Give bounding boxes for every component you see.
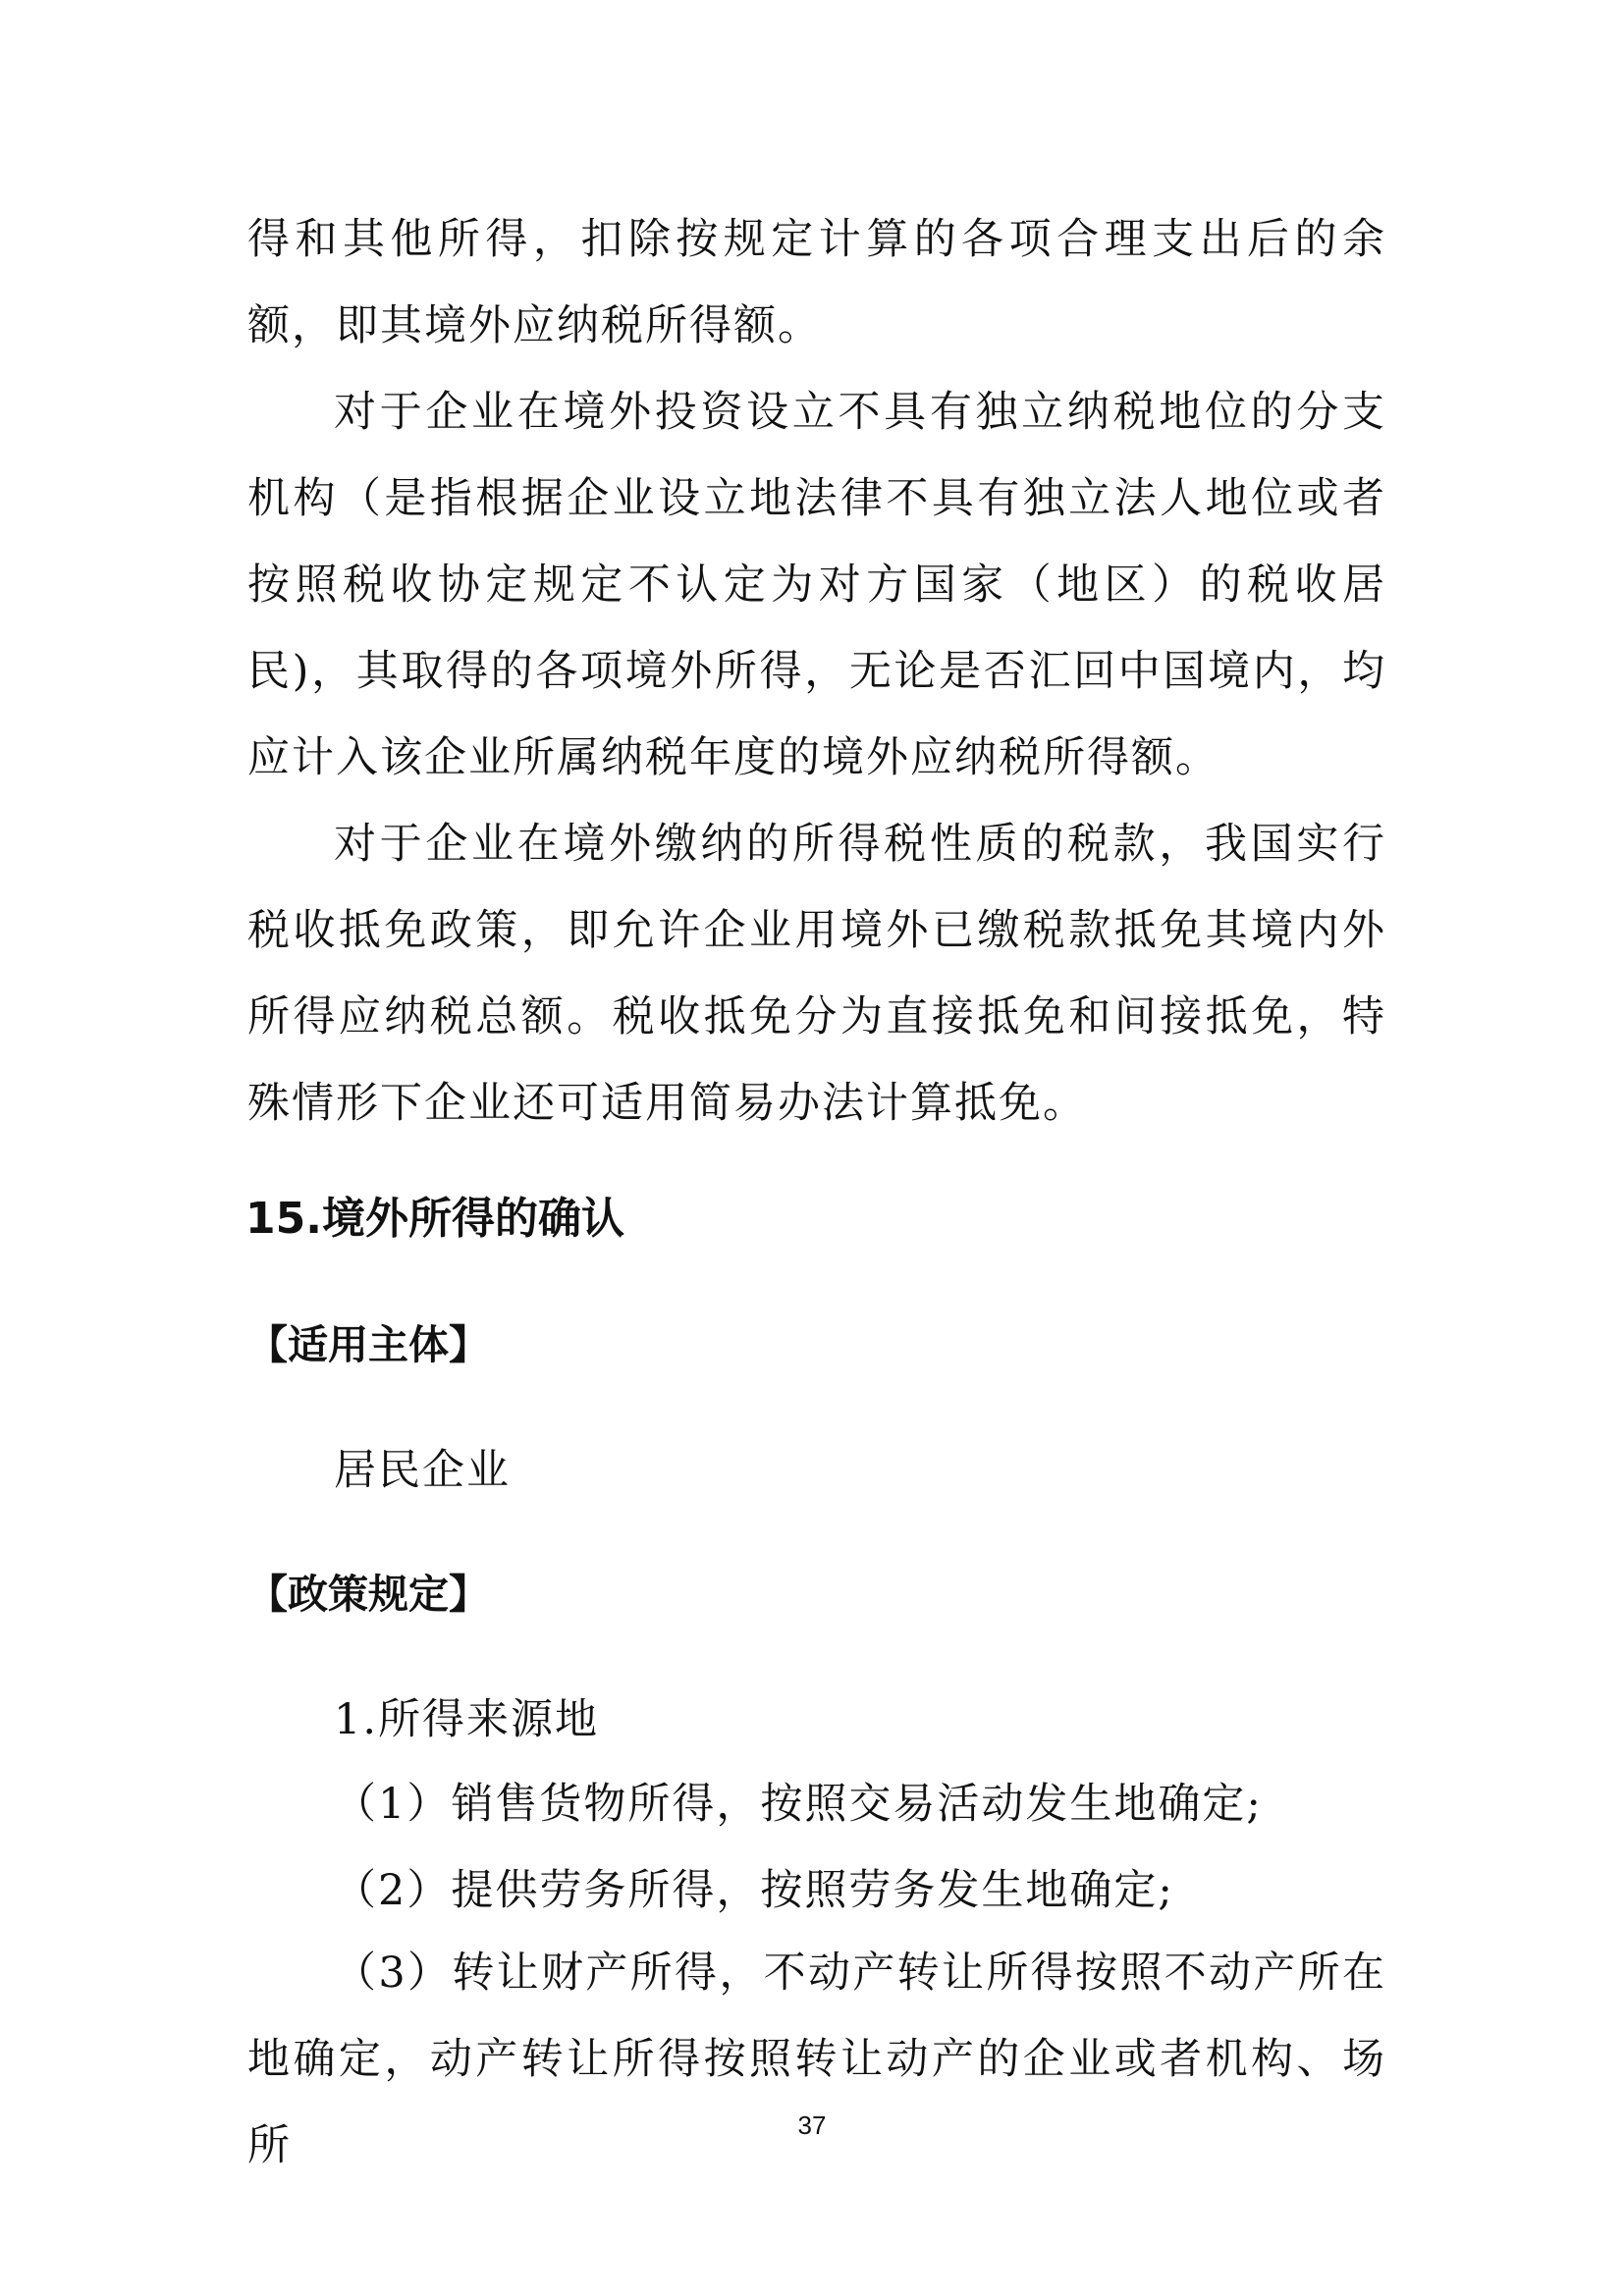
applicable-subject-label: 【适用主体】: [247, 1321, 489, 1368]
paragraph-tax-credit: 对于企业在境外缴纳的所得税性质的税款，我国实行税收抵免政策，即允许企业用境外已缴税款抵免其境内外所得应纳税总额。税收抵免分为直接抵免和间接抵免，特殊情形下企业还可适用简易办法计算抵免。: [247, 820, 1386, 1128]
policy-subitem-property: （3）转让财产所得，不动产转让所得按照不动产所在地确定，动产转让所得按照转让动产的企业或者机构、场所: [247, 1949, 1386, 2170]
paragraph-continuation: 得和其他所得，扣除按规定计算的各项合理支出后的余额，即其境外应纳税所得额。: [247, 215, 1386, 350]
policy-label: 【政策规定】: [247, 1571, 489, 1618]
policy-item-income-source: 1.所得来源地: [334, 1695, 600, 1744]
section-heading: 15.境外所得的确认: [245, 1194, 624, 1244]
policy-subitem-services: （2）提供劳务所得，按照劳务发生地确定;: [334, 1866, 1174, 1915]
policy-subitem-goods: （1）销售货物所得，按照交易活动发生地确定;: [334, 1780, 1263, 1829]
page-number: 37: [797, 2110, 827, 2140]
applicable-subject-value: 居民企业: [334, 1446, 511, 1495]
paragraph-branch-income: 对于企业在境外投资设立不具有独立纳税地位的分支机构（是指根据企业设立地法律不具有独立法人地位或者按照税收协定规定不认定为对方国家（地区）的税收居民)，其取得的各项境外所得，无论是否汇回中国境内，均应计入该企业所属纳税年度的境外应纳税所得额。: [247, 388, 1386, 782]
